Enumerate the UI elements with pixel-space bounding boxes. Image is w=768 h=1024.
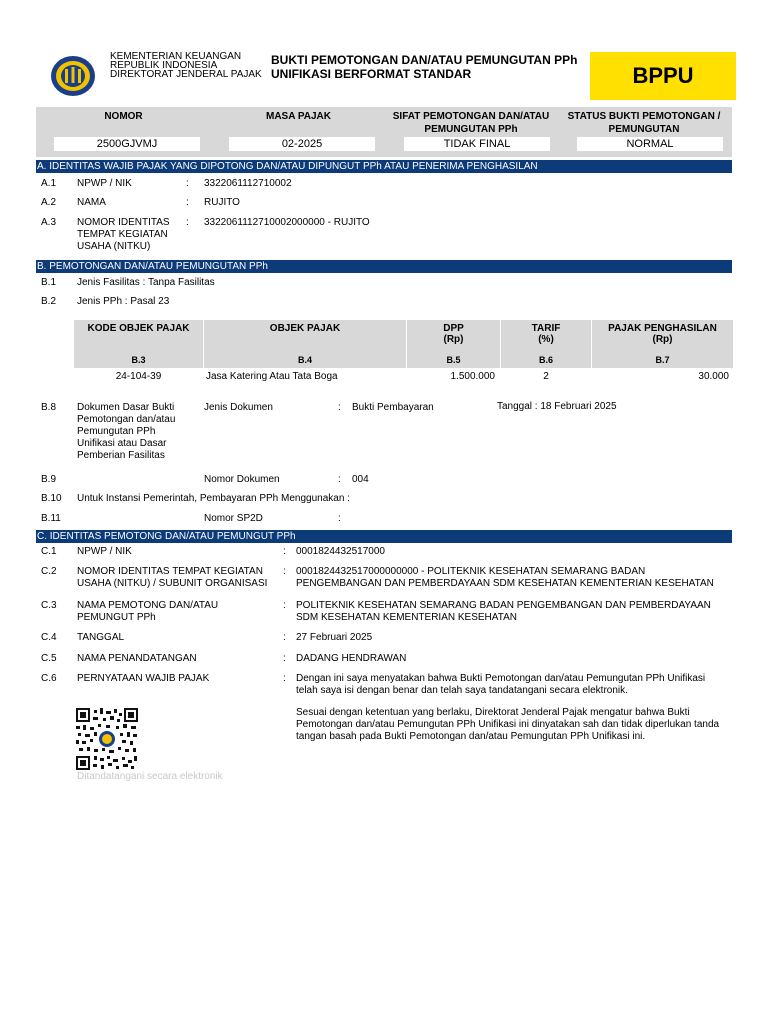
status-label-1: STATUS BUKTI PEMOTONGAN / xyxy=(567,111,721,122)
th-pph xyxy=(592,320,733,368)
status-value: NORMAL xyxy=(577,137,723,151)
td-kode: 24-104-39 xyxy=(115,371,162,382)
b8-jenis-label: Jenis Dokumen xyxy=(204,402,273,413)
b2-text: Jenis PPh : Pasal 23 xyxy=(77,296,170,307)
a3-code: A.3 xyxy=(41,217,57,228)
th-dpp-code: B.5 xyxy=(446,355,461,365)
c1-colon: : xyxy=(283,546,286,557)
section-b-title: B. PEMOTONGAN DAN/ATAU PEMUNGUTAN PPh xyxy=(36,260,732,273)
c1-label: NPWP / NIK xyxy=(77,546,132,557)
c2-label: NOMOR IDENTITAS TEMPAT KEGIATAN USAHA (NITKU) / SUBUNIT ORGANISASI xyxy=(77,566,268,589)
td-objek: Jasa Katering Atau Tata Boga xyxy=(206,371,338,382)
b8-jenis-value: Bukti Pembayaran xyxy=(352,402,434,413)
c2-code: C.2 xyxy=(41,566,57,577)
b8-tanggal: Tanggal : 18 Februari 2025 xyxy=(497,401,617,412)
nomor-label: NOMOR xyxy=(104,111,143,122)
a1-code: A.1 xyxy=(41,178,57,189)
section-c-title: C. IDENTITAS PEMOTONG DAN/ATAU PEMUNGUT PPh xyxy=(36,530,732,543)
th-objek-label: OBJEK PAJAK xyxy=(269,323,341,334)
b2-code: B.2 xyxy=(41,296,57,307)
td-pph: 30.000 xyxy=(698,371,729,382)
th-pph-label-2: (Rp) xyxy=(652,334,673,345)
b9-colon: : xyxy=(338,474,341,485)
c5-label: NAMA PENANDATANGAN xyxy=(77,653,197,664)
sifat-label-1: SIFAT PEMOTONGAN DAN/ATAU xyxy=(392,111,550,122)
b11-label: Nomor SP2D xyxy=(204,513,263,524)
ministry-line3: DIREKTORAT JENDERAL PAJAK xyxy=(110,69,262,80)
document-title-line2: UNIFIKASI BERFORMAT STANDAR xyxy=(271,67,472,81)
th-tarif xyxy=(501,320,591,368)
ministry-line1: KEMENTERIAN KEUANGAN xyxy=(110,51,242,62)
b11-code: B.11 xyxy=(41,513,61,524)
ministry-line2: REPUBLIK INDONESIA xyxy=(110,60,218,71)
c6-colon: : xyxy=(283,673,286,684)
th-dpp-label-2: (Rp) xyxy=(443,334,464,345)
a3-colon: : xyxy=(186,217,189,228)
th-tarif-code: B.6 xyxy=(538,355,553,365)
c5-colon: : xyxy=(283,653,286,664)
status-label-2: PEMUNGUTAN xyxy=(608,124,680,135)
th-kode-label: KODE OBJEK PAJAK xyxy=(87,323,190,334)
b1-code: B.1 xyxy=(41,277,57,288)
th-tarif-label-2: (%) xyxy=(538,334,554,345)
sifat-value: TIDAK FINAL xyxy=(404,137,550,151)
a3-label: NOMOR IDENTITAS TEMPAT KEGIATAN USAHA (NITKU) xyxy=(77,217,170,252)
b9-label: Nomor Dokumen xyxy=(204,474,280,485)
c5-code: C.5 xyxy=(41,653,57,664)
a3-value: 3322061112710002000000 - RUJITO xyxy=(204,217,370,228)
a2-label: NAMA xyxy=(77,197,106,208)
sifat-label-2: PEMUNGUTAN PPh xyxy=(424,124,518,135)
c3-value: POLITEKNIK KESEHATAN SEMARANG BADAN PENGEMBANGAN DAN PEMBERDAYAAN SDM KESEHATAN KEMENTERIAN KESEHATAN xyxy=(296,600,711,623)
masa-pajak-value: 02-2025 xyxy=(229,137,375,151)
th-objek-code: B.4 xyxy=(297,355,312,365)
b10-text: Untuk Instansi Pemerintah, Pembayaran PPh Menggunakan : xyxy=(77,493,350,504)
th-objek xyxy=(204,320,406,368)
nomor-value: 2500GJVMJ xyxy=(54,137,200,151)
section-a-title: A. IDENTITAS WAJIB PAJAK YANG DIPOTONG DAN/ATAU DIPUNGUT PPh ATAU PENERIMA PENGHASILAN xyxy=(36,160,732,173)
a2-colon: : xyxy=(186,197,189,208)
signed-electronically: Ditandatangani secara elektronik xyxy=(77,771,223,782)
c1-value: 0001824432517000 xyxy=(296,546,385,557)
b11-colon: : xyxy=(338,513,341,524)
b8-code: B.8 xyxy=(41,402,57,413)
c6-value: Dengan ini saya menyatakan bahwa Bukti Pemotongan dan/atau Pemungutan PPh Unifikasi telah saya isi dengan benar dan telah saya tandatangani secara elektronik. xyxy=(296,673,706,696)
c6-code: C.6 xyxy=(41,673,57,684)
bppu-badge: BPPU xyxy=(590,52,736,100)
c5-value: DADANG HENDRAWAN xyxy=(296,653,407,664)
c2-colon: : xyxy=(283,566,286,577)
c4-label: TANGGAL xyxy=(77,632,125,643)
a1-colon: : xyxy=(186,178,189,189)
td-dpp: 1.500.000 xyxy=(450,371,495,382)
b1-text: Jenis Fasilitas : Tanpa Fasilitas xyxy=(77,277,215,288)
th-kode xyxy=(74,320,203,368)
c2-value: 0001824432517000000000 - POLITEKNIK KESEHATAN SEMARANG BADAN PENGEMBANGAN DAN PEMBERDAYAAN SDM KESEHATAN KEMENTERIAN KESEHATAN xyxy=(296,566,714,589)
legal-note: Sesuai dengan ketentuan yang berlaku, Direktorat Jenderal Pajak mengatur bahwa Bukti Pemotongan dan/atau Pemungutan PPh Unifikasi ini dinyatakan sah dan tidak diperlukan tanda tangan basah pada Bukti Pemotongan dan/atau Pemungutan PPh Unifikasi ini. xyxy=(296,707,720,742)
a1-value: 3322061112710002 xyxy=(204,178,292,189)
masa-pajak-label: MASA PAJAK xyxy=(265,111,331,122)
b8-label: Dokumen Dasar Bukti Pemotongan dan/atau Pemungutan PPh Unifikasi atau Dasar Pemberian Fasilitas xyxy=(77,402,176,461)
th-dpp xyxy=(407,320,500,368)
b10-code: B.10 xyxy=(41,493,62,504)
c3-label: NAMA PEMOTONG DAN/ATAU PEMUNGUT PPh xyxy=(77,600,219,623)
djp-logo xyxy=(50,55,96,97)
th-dpp-label-1: DPP xyxy=(443,323,464,334)
c3-code: C.3 xyxy=(41,600,57,611)
b8-colon: : xyxy=(338,402,341,413)
document-title-line1: BUKTI PEMOTONGAN DAN/ATAU PEMUNGUTAN PPh xyxy=(271,53,578,67)
c4-colon: : xyxy=(283,632,286,643)
c4-code: C.4 xyxy=(41,632,57,643)
b9-value: 004 xyxy=(352,474,369,485)
c3-colon: : xyxy=(283,600,286,611)
a2-value: RUJITO xyxy=(204,197,240,208)
c4-value: 27 Februari 2025 xyxy=(296,632,373,643)
td-tarif: 2 xyxy=(543,371,549,382)
c6-label: PERNYATAAN WAJIB PAJAK xyxy=(77,673,210,684)
qr-code[interactable] xyxy=(76,708,138,770)
b9-code: B.9 xyxy=(41,474,57,485)
th-kode-code: B.3 xyxy=(131,355,146,365)
th-pph-label-1: PAJAK PENGHASILAN xyxy=(608,323,717,334)
th-tarif-label-1: TARIF xyxy=(531,323,561,334)
th-pph-code: B.7 xyxy=(655,355,670,365)
a1-label: NPWP / NIK xyxy=(77,178,132,189)
c1-code: C.1 xyxy=(41,546,57,557)
a2-code: A.2 xyxy=(41,197,57,208)
